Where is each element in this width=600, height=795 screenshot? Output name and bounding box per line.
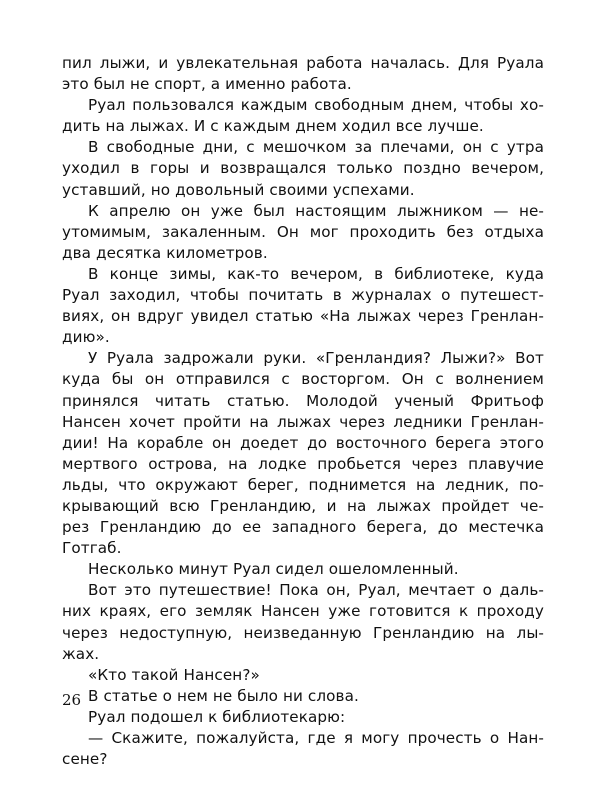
text-line: это был не спорт, а именно работа. [62,75,352,94]
text-line: пил лыжи, и увлекательная работа началась. Для Руала [62,54,544,72]
text-line: крывающий всю Гренландию, и на лыжах пройдет че- [62,496,544,515]
text-line: принялся читать статью. Молодой ученый Фритьоф [62,391,544,410]
text-line: В статье о нем не было ни слова. [88,686,359,705]
text-line: «Кто такой Нансен?» [88,665,260,684]
text-line: виях, он вдруг увидел статью «На лыжах через Гренлан- [62,307,544,326]
text-line: уходил в горы и возвращался только поздно вечером, [62,159,544,178]
text-line: дию». [62,328,110,347]
text-line: дии! На корабле он доедет до восточного берега этого [62,433,544,452]
text-line: Готгаб. [62,539,122,558]
text-line: уставший, но довольный своими успехами. [62,180,415,199]
text-line: У Руала задрожали руки. «Гренландия? Лыжи?» Вот [88,349,544,368]
text-line: сене? [62,750,108,769]
text-line: два десятка километров. [62,243,268,262]
text-line: рез Гренландию до ее западного берега, до местечка [62,518,544,537]
text-line: Вот это путешествие! Пока он, Руал, мечтает о даль- [88,581,544,600]
text-line: Несколько минут Руал сидел ошеломленный. [88,560,459,579]
text-line: — Скажите, пожалуйста, где я могу прочесть о Нан- [88,729,544,747]
text-line: куда бы он отправился с восторгом. Он с волнением [62,370,544,389]
text-line: Руал подошел к библиотекарю: [88,707,346,726]
text-line: утомимым, закаленным. Он мог проходить без отдыха [62,222,544,241]
text-line: В свободные дни, с мешочком за плечами, он с утра [88,138,544,157]
page-number: 26 [62,691,82,709]
text-line: через недоступную, неизведанную Гренландию на лы- [62,623,544,642]
text-line: Руал пользовался каждым свободным днем, чтобы хо- [88,96,544,115]
text-line: них краях, его земляк Нансен уже готовится к проходу [62,602,544,621]
text-line: К апрелю он уже был настоящим лыжником — не- [88,201,544,220]
body-text [62,53,544,770]
text-line: мертвого острова, на лодке пробьется через плавучие [62,454,544,473]
text-line: Нансен хочет пройти на лыжах через ледники Гренлан- [62,412,544,431]
text-line: жах. [62,644,100,663]
text-line: Руал заходил, чтобы почитать в журналах о путешест- [62,286,544,305]
text-line: В конце зимы, как-то вечером, в библиотеке, куда [88,264,544,283]
text-line: льды, что окружают берег, поднимется на ледник, по- [62,475,544,494]
text-line: дить на лыжах. И с каждым днем ходил все лучше. [62,117,484,136]
